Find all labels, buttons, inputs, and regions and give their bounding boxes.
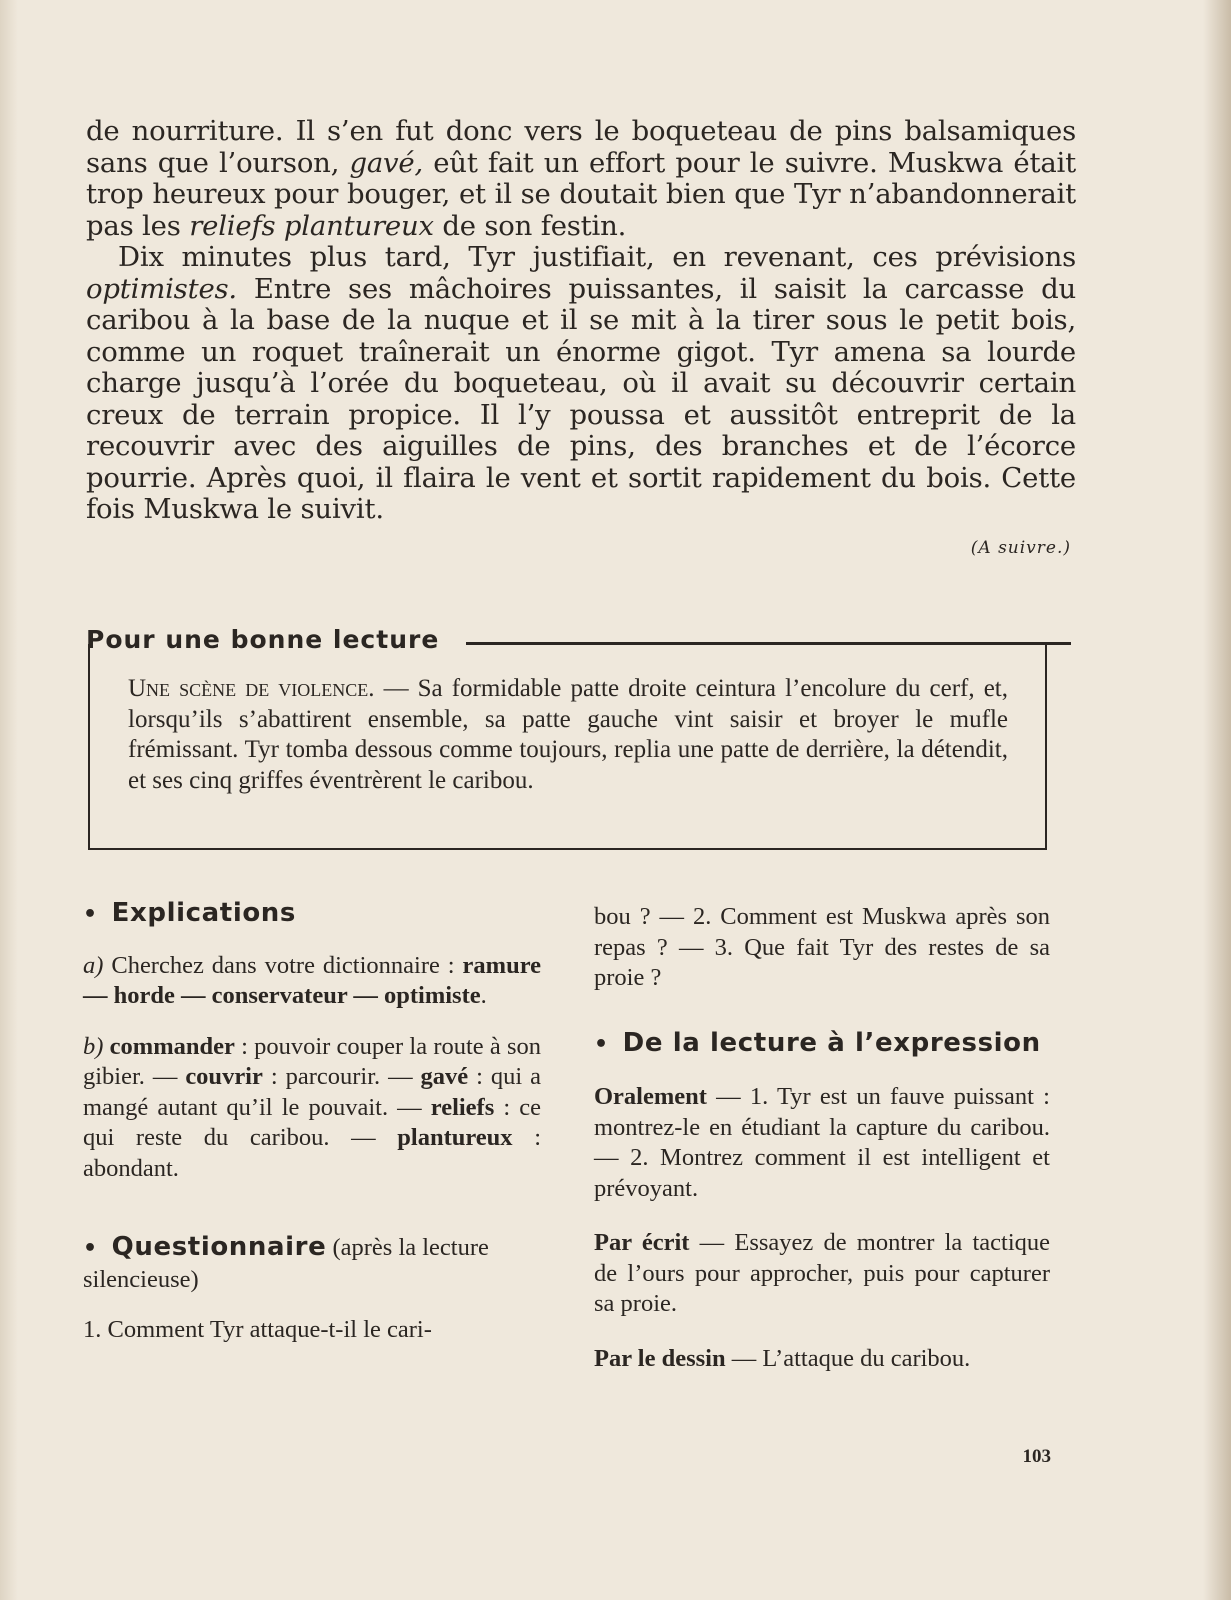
reading-section-title: Pour une bonne lecture [86, 625, 453, 654]
explications-a: a) Cherchez dans votre dictionnaire : ramure — horde — conservateur — optimiste. [83, 951, 541, 1009]
questionnaire-heading: • Questionnaire (après la lecture silencieuse) [83, 1232, 489, 1293]
page-edge-left [0, 0, 18, 1600]
oralement: Oralement — 1. Tyr est un fauve puissant : montrez-le en étudiant la capture du caribou. — 2. Montrez comment il est intelligent et prévoyant. [594, 1083, 1050, 1202]
story-paragraph-2: Dix minutes plus tard, Tyr justifiait, en revenant, ces prévisions optimistes. Entre ses mâchoires puissantes, il saisit la carcasse du caribou à la base de la nuque et il se mit à la tirer sous le petit bois, comme un roquet traînerait un énorme gigot. Tyr amena sa lourde charge jusqu’à l’orée du boqueteau, où il avait su découvrir certain creux de terrain propice. Il l’y poussa et aussitôt entreprit de la recouvrir avec des aiguilles de pins, des branches et de l’écorce pourrie. Après quoi, il flaira le vent et sortit rapidement du bois. Cette fois Muskwa le suivit. [86, 241, 1076, 525]
left-column [83, 898, 541, 1346]
page-edge-right [1203, 0, 1231, 1600]
expression-heading: • De la lecture à l’expression [594, 1027, 1041, 1058]
story-text [86, 116, 1076, 526]
explications-heading: • Explications [83, 898, 296, 928]
question-1: 1. Comment Tyr attaque-t-il le cari- [83, 1316, 432, 1343]
to-be-continued: (A suivre.) [970, 538, 1071, 558]
excerpt-lead: Une scène de violence. [128, 675, 375, 702]
explications-b: b) commander : pouvoir couper la route à son gibier. — couvrir : parcourir. — gavé : qui a mangé autant qu’il le pouvait. — reliefs : ce qui reste du caribou. — plantureux : abondant. [83, 1032, 542, 1182]
par-ecrit: Par écrit — Essayez de montrer la tactique de l’ours pour approcher, puis pour capturer sa proie. [594, 1229, 1050, 1317]
right-column [594, 902, 1050, 1374]
story-paragraph-1: de nourriture. Il s’en fut donc vers le boqueteau de pins balsamiques sans que l’ourson, gavé, eût fait un effort pour le suivre. Muskwa était trop heureux pour bouger, et il se doutait bien que Tyr n’abandonnerait pas les reliefs plantureux de son festin. [86, 115, 1076, 242]
reading-excerpt: Une scène de violence. — Sa formidable patte droite ceintura l’encolure du cerf, et, lorsqu’ils s’abattirent ensemble, sa patte gauche vint saisir et broyer le mufle frémissant. Tyr tomba dessous comme toujours, replia une patte de derrière, la détendit, et ses cinq griffes éventrèrent le caribou. [128, 675, 1008, 794]
par-le-dessin: Par le dessin — L’attaque du caribou. [594, 1344, 971, 1372]
page-number: 103 [1022, 1446, 1051, 1467]
questionnaire-continued: bou ? — 2. Comment est Muskwa après son repas ? — 3. Que fait Tyr des restes de sa proie ? [594, 903, 1050, 991]
